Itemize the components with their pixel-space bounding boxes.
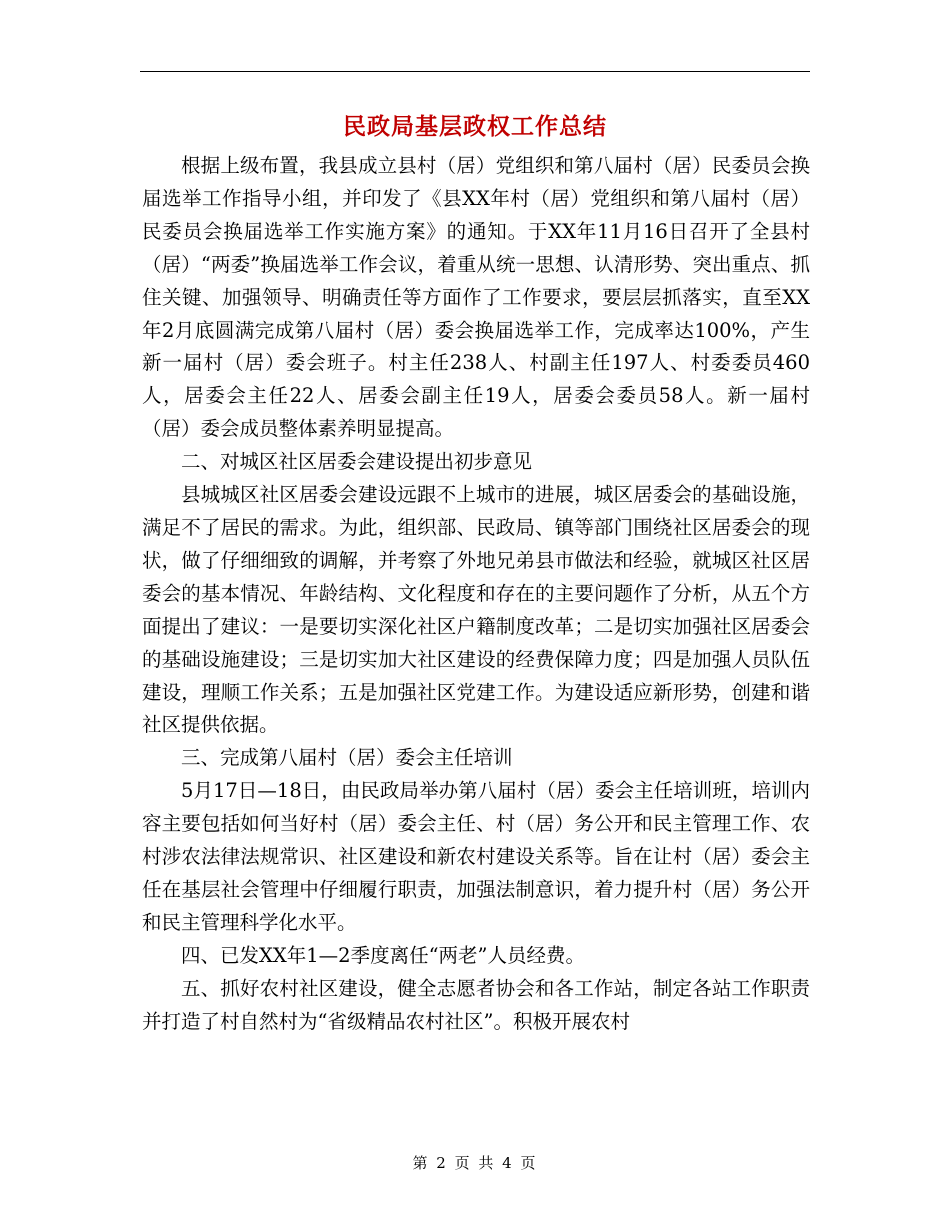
section-heading-4: 四、已发XX年1—2季度离任“两老”人员经费。 [181, 943, 586, 967]
header-rule [140, 71, 810, 72]
paragraph-director-training: 5月17日—18日，由民政局举办第八届村（居）委会主任培训班，培训内容主要包括如何当好村（居）委会主任、村（居）务公开和民主管理工作、农村涉农法律法规常识、社区建设和新农村建设关系等。旨在让村（居）委会主任在基层社会管理中仔细履行职责，加强法制意识，着力提升村（居）务公开和民主管理科学化水平。 [142, 779, 810, 934]
paragraph-election-summary: 根据上级布置，我县成立县村（居）党组织和第八届村（居）民委员会换届选举工作指导小组，并印发了《县XX年村（居）党组织和第八届村（居）民委员会换届选举工作实施方案》的通知。于XX年11月16日召开了全县村（居）“两委”换届选举工作会议，着重从统一思想、认清形势、突出重点、抓住关键、加强领导、明确责任等方面作了工作要求，要层层抓落实，直至XX年2月底圆满完成第八届村（居）委会换届选举工作，完成率达100%，产生新一届村（居）委会班子。村主任238人、村副主任197人、村委委员460人，居委会主任22人、居委会副主任19人，居委会委员58人。新一届村（居）委会成员整体素养明显提高。 [142, 154, 810, 441]
section-heading-3: 三、完成第八届村（居）委会主任培训 [181, 746, 513, 770]
section-heading-5: 五、抓好农村社区建设，健全志愿者协会和各工作站，制定各站工作职责并打造了村自然村为“省级精品农村社区”。积极开展农村 [142, 976, 810, 1033]
section-heading-2: 二、对城区社区居委会建设提出初步意见 [181, 450, 533, 474]
page-number: 第 2 页 共 4 页 [412, 1154, 538, 1172]
document-body [142, 150, 810, 1038]
document-title: 民政局基层政权工作总结 [343, 113, 607, 140]
paragraph-community-suggestions: 县城城区社区居委会建设远跟不上城市的进展，城区居委会的基础设施，满足不了居民的需求。为此，组织部、民政局、镇等部门围绕社区居委会的现状，做了仔细细致的调解，并考察了外地兄弟县市做法和经验，就城区社区居委会的基本情况、年龄结构、文化程度和存在的主要问题作了分析，从五个方面提出了建议：一是要切实深化社区户籍制度改革；二是切实加强社区居委会的基础设施建设；三是切实加大社区建设的经费保障力度；四是加强人员队伍建设，理顺工作关系；五是加强社区党建工作。为建设适应新形势，创建和谐社区提供依据。 [142, 483, 810, 737]
